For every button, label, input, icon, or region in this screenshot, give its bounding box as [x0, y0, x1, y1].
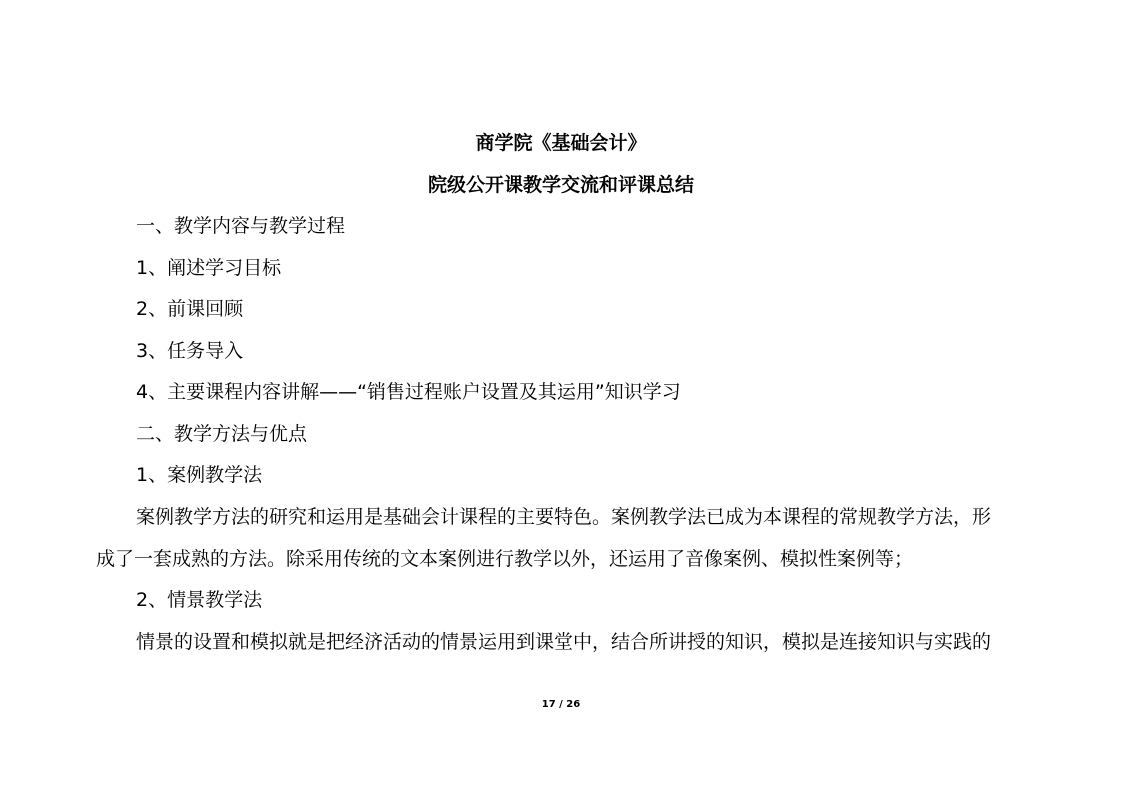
subheading-case-method: 1、案例教学法 — [136, 464, 263, 486]
list-item-3: 3、任务导入 — [136, 340, 244, 362]
subheading-scenario-method: 2、情景教学法 — [136, 589, 263, 611]
page-number: 17 / 26 — [541, 699, 581, 710]
paragraph-case-method-line2: 成了一套成熟的方法。除采用传统的文本案例进行教学以外，还运用了音像案例、模拟性案例等； — [96, 548, 914, 570]
list-item-2: 2、前课回顾 — [136, 298, 244, 320]
paragraph-scenario-method-line1: 情景的设置和模拟就是把经济活动的情景运用到课堂中，结合所讲授的知识，模拟是连接知识与实践的 — [136, 631, 992, 653]
section-heading-teaching-methods: 二、教学方法与优点 — [136, 423, 308, 445]
document-title: 商学院《基础会计》 — [475, 132, 647, 154]
document-subtitle: 院级公开课教学交流和评课总结 — [427, 174, 694, 196]
list-item-1: 1、阐述学习目标 — [136, 257, 282, 279]
list-item-4: 4、主要课程内容讲解——“销售过程账户设置及其运用”知识学习 — [136, 381, 681, 403]
section-heading-teaching-content: 一、教学内容与教学过程 — [136, 215, 346, 237]
paragraph-case-method-line1: 案例教学方法的研究和运用是基础会计课程的主要特色。案例教学法已成为本课程的常规教学方法，形 — [136, 506, 992, 528]
